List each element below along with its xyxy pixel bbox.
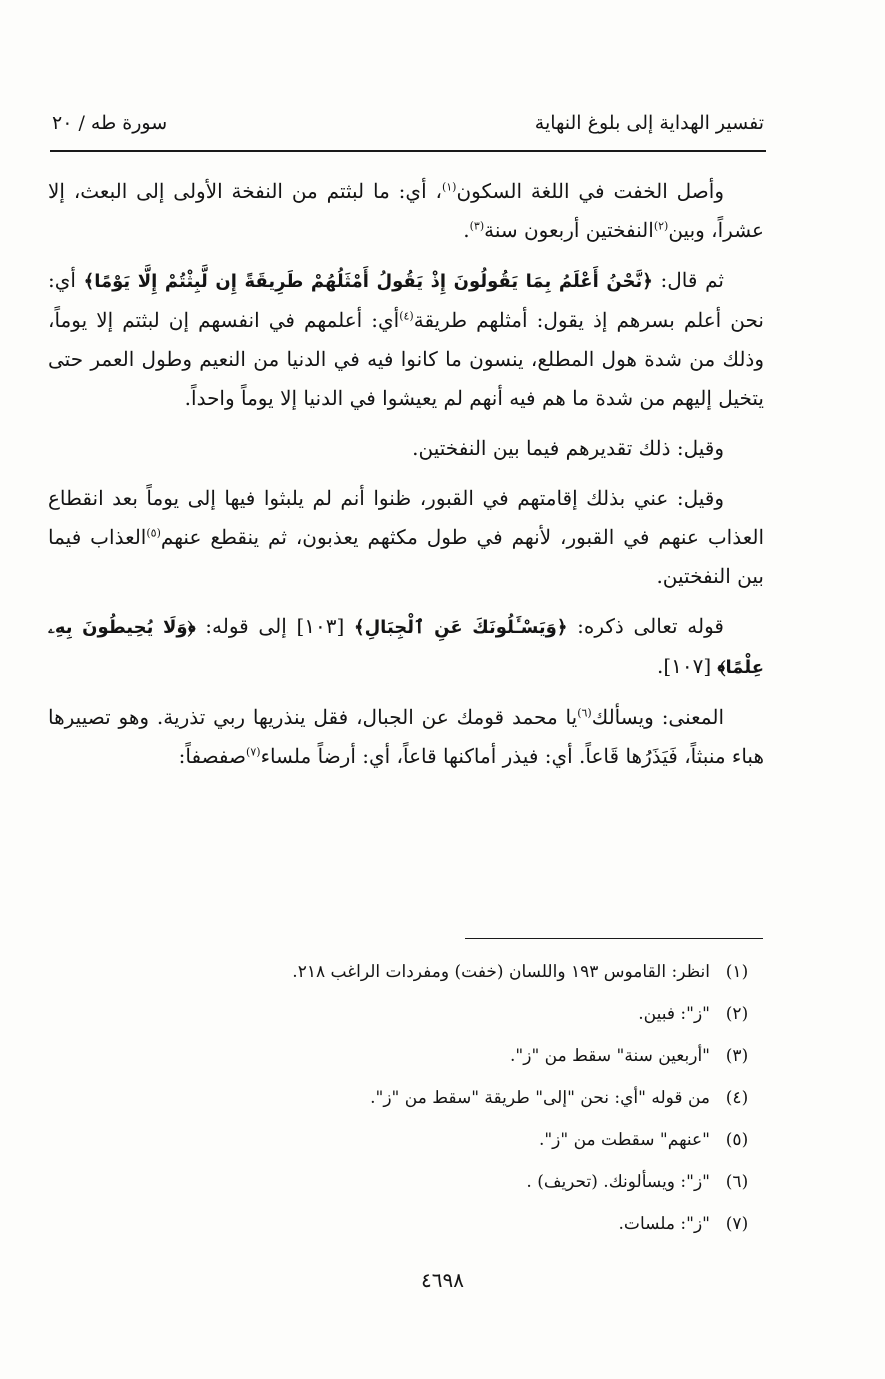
paragraph-2 — [48, 261, 764, 418]
footnote-item — [60, 1088, 764, 1130]
footnote-item — [60, 962, 764, 1004]
text-span: المعنى: ويسألك — [591, 705, 724, 729]
footnote-ref: (٣) — [469, 219, 485, 233]
footnote-number: (٧) — [725, 1214, 749, 1234]
paragraph-5 — [48, 607, 764, 687]
book-title: تفسير الهداية إلى بلوغ النهاية — [534, 112, 764, 134]
footnote-ref: (١) — [441, 180, 457, 194]
footnote-text: "أربعين سنة" سقط من "ز". — [510, 1046, 710, 1066]
text-span: . — [463, 218, 470, 242]
footnote-text: "ز": ملسات. — [618, 1214, 710, 1234]
footnote-number: (٦) — [725, 1172, 749, 1192]
surah-label: سورة طه / ٢٠ — [52, 112, 168, 134]
header-rule — [50, 150, 766, 152]
page-number: ٤٦٩٨ — [421, 1268, 464, 1292]
text-span: ، أي: ما لبثتم من النفخة الأولى إلى البعث، إلا عشراً، وبين — [48, 179, 764, 242]
main-text — [48, 172, 764, 787]
text-span: أي: نحن أعلم بسرهم إذ يقول: أمثلهم طريقة — [48, 268, 764, 332]
footnote-rule — [465, 938, 763, 939]
footnote-ref: (٥) — [146, 526, 161, 540]
footnote-number: (٢) — [725, 1004, 749, 1024]
quran-verse: ﴿وَيَسْـَٔلُونَكَ عَنِ ٱلْجِبَالِ﴾ — [354, 617, 568, 638]
footnote-number: (٤) — [725, 1088, 749, 1108]
footnote-number: (٥) — [725, 1130, 749, 1150]
footnote-item — [60, 1172, 764, 1214]
footnote-text: "ز": فبين. — [638, 1004, 710, 1024]
footnote-ref: (٧) — [246, 745, 261, 759]
text-span: أي: أعلمهم في انفسهم إن لبثتم إلا يوماً، وذلك من شدة هول المطلع، ينسون ما كانوا فيه في الدنيا من النعيم وطول العمر حتى يتخيل إليهم من شدة ما هم فيه أنهم لم يعيشوا في الدنيا إلا يوماً واحداً. — [48, 308, 764, 410]
footnote-text: من قوله "أي: نحن "إلى" طريقة "سقط من "ز". — [370, 1088, 710, 1108]
text-span: [١٠٣] إلى قوله: — [195, 614, 355, 638]
footnote-ref: (٢) — [653, 219, 669, 233]
paragraph-3: وقيل: ذلك تقديرهم فيما بين النفختين. — [412, 436, 724, 460]
quran-verse: ﴿نَّحْنُ أَعْلَمُ بِمَا يَقُولُونَ إِذْ يَقُولُ أَمْثَلُهُمْ طَرِيقَةً إِن لَّبِثْتُمْ إِلَّا يَوْمًا﴾ — [83, 271, 653, 292]
text-span: صفصفاً: — [178, 744, 247, 768]
text-span: العذاب فيما بين النفختين. — [48, 525, 764, 588]
text-span: يا محمد قومك عن الجبال، فقل ينذريها ربي تذرية. وهو تصييرها هباء منبثاً، فَيَذَرُها قَاعاً. أي: فيذر أماكنها قاعاً، أي: أرضاً ملساء — [48, 705, 764, 768]
footnotes-list — [60, 962, 764, 1256]
text-span: [١٠٧]. — [656, 654, 718, 678]
footnote-text: "عنهم" سقطت من "ز". — [538, 1130, 710, 1150]
text-span: ثم قال: — [652, 268, 725, 292]
text-span: وأصل الخفت في اللغة السكون — [456, 179, 725, 203]
paragraph-4 — [48, 479, 764, 596]
text-span: النفختين أربعون سنة — [484, 218, 654, 242]
footnote-item — [60, 1046, 764, 1088]
footnote-item — [60, 1004, 764, 1046]
footnote-ref: (٦) — [577, 706, 592, 720]
text-span: قوله تعالى ذكره: — [567, 614, 724, 638]
paragraph-1 — [48, 172, 764, 250]
running-header — [52, 112, 764, 134]
paragraph-6 — [48, 698, 764, 776]
text-span: وقيل: عني بذلك إقامتهم في القبور، ظنوا أنم لم يلبثوا فيها إلى يوماً بعد انقطاع العذاب عنهم في القبور، لأنهم في طول مكثهم يعذبون، ثم ينقطع عنهم — [48, 486, 765, 549]
footnote-number: (٣) — [725, 1046, 749, 1066]
quran-verse: ﴿وَلَا يُحِيطُونَ بِهِۦ عِلْمًا﴾ — [48, 617, 764, 678]
footnote-text: "ز": ويسألونك. (تحريف) . — [526, 1172, 710, 1192]
footnote-number: (١) — [725, 962, 749, 982]
footnote-item — [60, 1214, 764, 1256]
footnote-ref: (٤) — [399, 309, 414, 323]
footnote-item — [60, 1130, 764, 1172]
footnote-text: انظر: القاموس ١٩٣ واللسان (خفت) ومفردات الراغب ٢١٨. — [292, 962, 710, 982]
